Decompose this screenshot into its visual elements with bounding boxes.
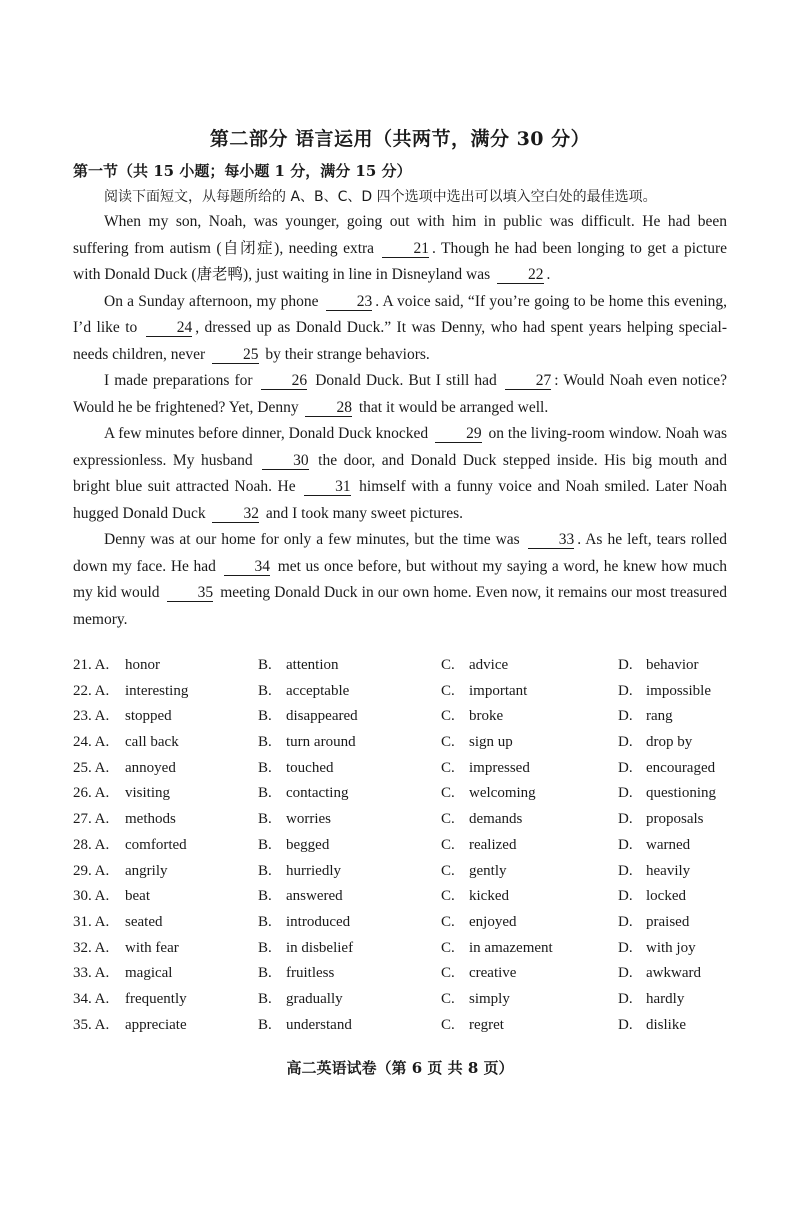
option-d-letter: D. [618,888,633,905]
option-row-21 [73,657,753,683]
option-c-letter: C. [441,657,455,673]
option-c: important [469,682,528,699]
passage-text: that it would be arranged well. [358,398,549,416]
option-b: answered [286,888,343,905]
option-d: questioning [646,785,716,802]
option-d-letter: D. [618,862,633,879]
option-b-letter: B. [258,708,272,725]
option-b: introduced [286,913,351,930]
option-b-letter: B. [258,888,272,905]
option-a: methods [125,811,176,828]
question-number: 30. A. [73,888,110,905]
option-c: broke [469,708,504,725]
paragraph-3 [73,368,727,421]
option-b-letter: B. [258,811,272,828]
option-a: call back [125,734,179,751]
option-row-26 [73,785,753,811]
option-b: acceptable [286,682,350,699]
option-b: hurriedly [286,862,341,879]
page-footer: 高二英语试卷（第 6 页 共 8 页） [286,1059,514,1077]
instructions: 阅读下面短文，从每题所给的 A、B、C、D 四个选项中选出可以填入空白处的最佳选项。 [104,189,657,205]
passage-text: Denny was at our home for only a few minutes, but the time was [104,531,520,548]
option-c: impressed [469,759,530,776]
passage-text: A few minutes before dinner, Donald Duck knocked [104,425,429,442]
option-b-letter: B. [258,965,272,982]
passage-text: . A voice said, “If you’re going to be home this evening, I’d like to [73,292,728,336]
option-d-letter: D. [618,990,633,1007]
passage-text: When my son, Noah, was younger, going out with him in public was difficult. He had been suffering from autism (自闭症), needing extra [73,213,727,257]
question-number: 35. A. [73,1016,110,1033]
option-d: drop by [646,734,693,751]
option-b-letter: B. [258,913,272,930]
blank-29: 29 [435,425,482,443]
option-c-letter: C. [441,1016,455,1033]
option-d-letter: D. [618,682,633,699]
option-a: visiting [125,785,171,802]
option-b: touched [286,759,334,776]
option-row-34 [73,991,753,1017]
question-number: 24. A. [73,734,110,751]
option-b: understand [286,1016,352,1033]
question-number: 33. A. [73,965,110,982]
option-row-23 [73,708,753,734]
option-b-letter: B. [258,862,272,879]
option-b-letter: B. [258,759,272,776]
option-row-24 [73,734,753,760]
question-number: 22. A. [73,682,110,699]
paragraph-1 [73,209,727,289]
option-d: behavior [646,657,699,673]
question-number: 29. A. [73,862,110,879]
option-b-letter: B. [258,990,272,1007]
option-row-29 [73,863,753,889]
passage-text: and I took many sweet pictures. [265,504,463,522]
option-row-31 [73,914,753,940]
blank-33: 33 [528,531,575,549]
passage-text: Donald Duck. But I still had [315,372,497,389]
option-c-letter: C. [441,734,455,751]
question-number: 34. A. [73,990,110,1007]
option-d-letter: D. [618,734,633,751]
blank-28: 28 [305,399,352,417]
option-d: proposals [646,811,704,828]
option-b: begged [286,836,330,853]
option-b-letter: B. [258,836,272,853]
option-a: annoyed [125,759,176,776]
cloze-passage [73,209,727,633]
option-d: awkward [646,965,701,982]
option-d: warned [646,836,691,853]
blank-22: 22 [497,266,544,284]
section-title: 第一节（共 15 小题；每小题 1 分，满分 15 分） [73,162,412,180]
option-d: impossible [646,682,712,699]
passage-text: on the living-room window. Noah was expressionless. My husband [73,425,728,469]
option-a: comforted [125,836,187,853]
blank-23: 23 [326,293,373,311]
option-c-letter: C. [441,811,455,828]
option-b-letter: B. [258,1016,272,1033]
passage-text: . Though he had been longing to get a picture with Donald Duck (唐老鸭), just waiting in line in Disneyland was [73,239,728,283]
paragraph-4 [73,421,727,527]
option-c-letter: C. [441,888,455,905]
question-number: 23. A. [73,708,110,725]
option-c: creative [469,965,517,982]
option-row-28 [73,837,753,863]
option-d: encouraged [646,759,716,776]
option-c-letter: C. [441,682,455,699]
option-c-letter: C. [441,965,455,982]
option-b: turn around [286,734,356,751]
option-b-letter: B. [258,785,272,802]
passage-text: . As he left, tears rolled down my face. He had [73,531,727,575]
option-c: in amazement [469,939,553,956]
option-b-letter: B. [258,682,272,699]
passage-text: I made preparations for [104,372,253,389]
option-c: enjoyed [469,913,517,930]
passage-text: . [546,266,551,283]
passage-text: met us once before, but without my saying a word, he knew how much my kid would [73,557,728,601]
option-a: interesting [125,682,189,699]
blank-30: 30 [262,452,309,470]
option-c-letter: C. [441,759,455,776]
option-a: with fear [125,939,179,956]
option-c: demands [469,811,523,828]
option-d-letter: D. [618,939,633,956]
option-b: disappeared [286,708,358,725]
option-d-letter: D. [618,759,633,776]
option-a: angrily [125,862,168,879]
option-row-25 [73,760,753,786]
question-number: 28. A. [73,836,110,853]
option-row-32 [73,940,753,966]
option-c-letter: C. [441,913,455,930]
option-d: hardly [646,990,685,1007]
option-c-letter: C. [441,836,455,853]
option-d: with joy [646,939,696,956]
option-b: fruitless [286,965,335,982]
option-a: beat [125,888,150,905]
question-number: 26. A. [73,785,110,802]
option-a: magical [125,965,173,982]
option-row-27 [73,811,753,837]
option-row-22 [73,683,753,709]
answer-options [73,657,753,1042]
blank-26: 26 [261,372,308,390]
option-c: regret [469,1016,504,1033]
option-c-letter: C. [441,785,455,802]
option-d-letter: D. [618,965,633,982]
option-d: locked [646,888,686,905]
option-c: gently [469,862,507,879]
option-b: attention [286,657,339,673]
option-b: gradually [286,990,343,1007]
blank-32: 32 [212,505,259,523]
question-number: 21. A. [73,657,110,673]
option-a: appreciate [125,1016,187,1033]
passage-text: meeting Donald Duck in our own home. Even now, it remains our most treasured memory. [73,584,727,628]
option-d-letter: D. [618,708,633,725]
option-d: heavily [646,862,691,879]
blank-24: 24 [146,319,193,337]
option-a: stopped [125,708,172,725]
paragraph-2 [73,289,727,369]
option-c: simply [469,990,510,1007]
option-d: praised [646,913,690,930]
option-b-letter: B. [258,939,272,956]
option-b: contacting [286,785,349,802]
option-a: seated [125,913,163,930]
blank-35: 35 [167,584,214,602]
option-a: frequently [125,990,187,1007]
option-c: advice [469,657,509,673]
question-number: 25. A. [73,759,110,776]
option-c: kicked [469,888,509,905]
passage-text: himself with a funny voice and Noah smiled. Later Noah hugged Donald Duck [73,478,727,522]
option-c: welcoming [469,785,536,802]
paragraph-5 [73,527,727,633]
question-number: 31. A. [73,913,110,930]
option-d-letter: D. [618,785,633,802]
option-b-letter: B. [258,734,272,751]
option-row-33 [73,965,753,991]
option-c: sign up [469,734,513,751]
option-d: rang [646,708,673,725]
option-c-letter: C. [441,990,455,1007]
blank-25: 25 [212,346,259,364]
option-c: realized [469,836,517,853]
passage-text: : Would Noah even notice? Would he be frightened? Yet, Denny [73,372,728,416]
passage-text: On a Sunday afternoon, my phone [104,292,319,310]
option-d-letter: D. [618,657,633,673]
option-d-letter: D. [618,913,633,930]
question-number: 27. A. [73,811,110,828]
option-row-35 [73,1017,753,1043]
option-c-letter: C. [441,708,455,725]
option-d-letter: D. [618,836,633,853]
option-d-letter: D. [618,811,633,828]
part-title: 第二部分 语言运用（共两节，满分 30 分） [209,128,591,150]
option-b: in disbelief [286,939,354,956]
option-row-30 [73,888,753,914]
blank-27: 27 [505,372,552,390]
passage-text: the door, and Donald Duck stepped inside. His big mouth and bright blue suit attracted Noah. He [73,451,728,495]
option-d: dislike [646,1016,686,1033]
blank-21: 21 [382,240,429,258]
passage-text: , dressed up as Donald Duck.” It was Denny, who had spent years helping special-needs children, never [73,319,727,363]
option-c-letter: C. [441,939,455,956]
option-b-letter: B. [258,657,272,673]
passage-text: by their strange behaviors. [265,345,430,363]
option-a: honor [125,657,160,673]
blank-31: 31 [304,478,351,496]
option-c-letter: C. [441,862,455,879]
question-number: 32. A. [73,939,110,956]
blank-34: 34 [224,558,271,576]
option-b: worries [286,811,331,828]
option-d-letter: D. [618,1016,633,1033]
